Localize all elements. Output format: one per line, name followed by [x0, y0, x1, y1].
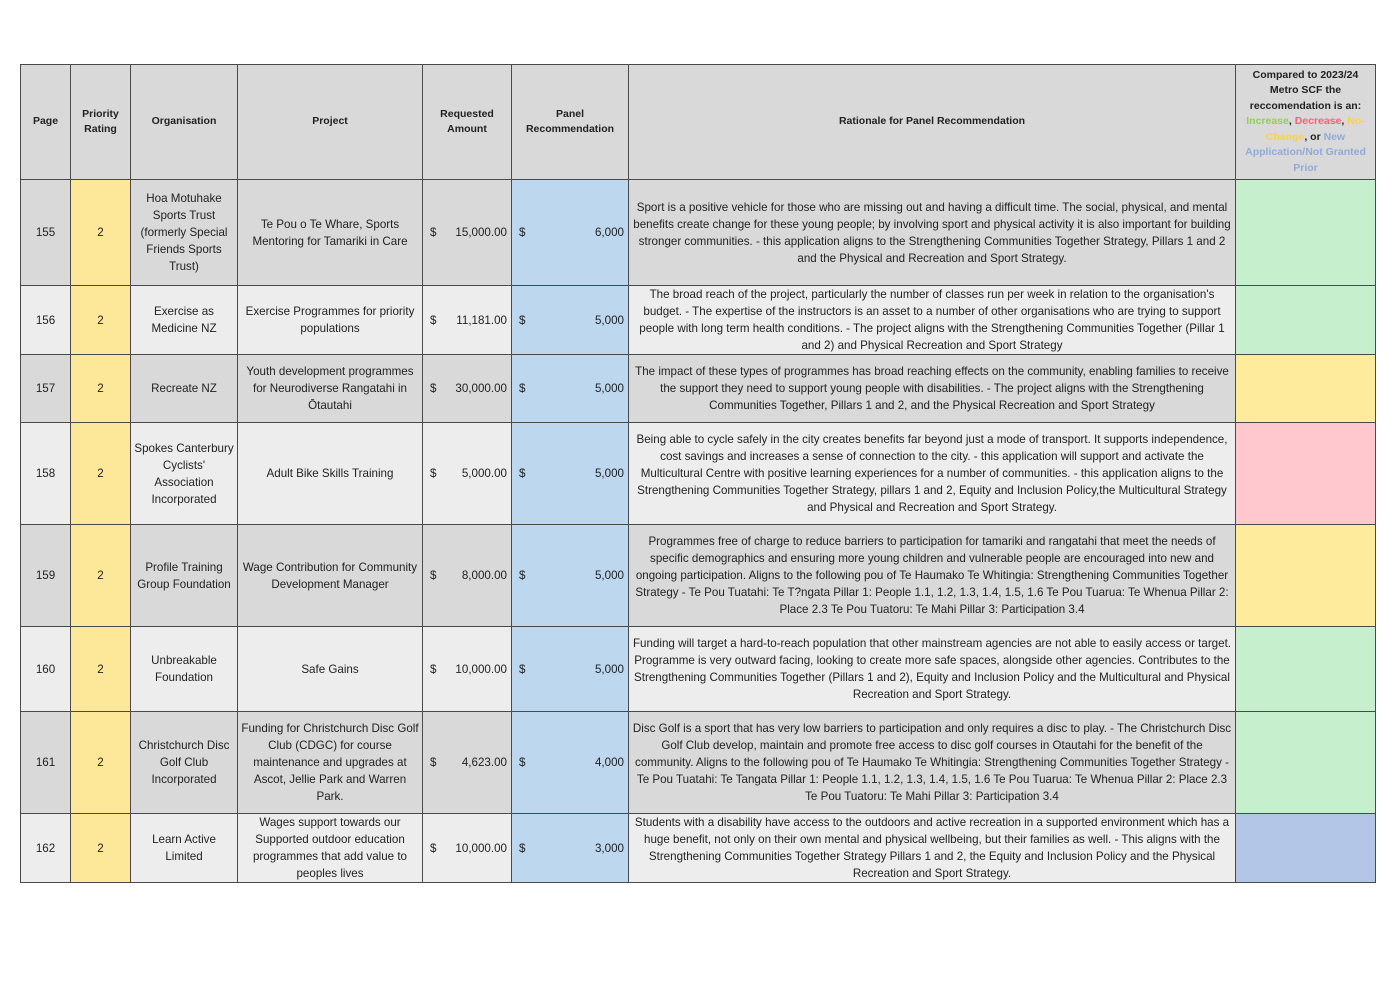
requested-value: 10,000.00 [455, 841, 507, 855]
table-row [21, 423, 1376, 525]
priority-cell: 2 [71, 355, 131, 423]
page-cell: 155 [21, 180, 71, 286]
panel-value: 5,000 [594, 467, 624, 480]
requested-amount-cell [423, 814, 512, 883]
rationale-cell: The broad reach of the project, particularly the number of classes run per week in relation to the organisation's budget. - The expertise of the instructors is an asset to a number of other organisations who are trying to support people with long term health conditions. - The project aligns with the Strengthening Communities Together (Pillar 1 and 2) and Physical Recreation and Sport Strategy [629, 286, 1236, 355]
organisation-cell: Christchurch Disc Golf Club Incorporated [131, 712, 238, 814]
legend-sep-1: , [1288, 115, 1295, 128]
table-row [21, 180, 1376, 286]
project-cell: Safe Gains [238, 627, 423, 712]
table-row [21, 525, 1376, 627]
panel-value: 5,000 [594, 569, 624, 582]
rationale-cell: The impact of these types of programmes has broad reaching effects on the community, enabling families to receive the support they need to support young people with disabilities. - The project aligns with the Strengthening Communities Together, Pillars 1 and 2, and the Physical Recreation and Sport Strategy [629, 355, 1236, 423]
comparison-cell [1236, 286, 1376, 355]
organisation-cell: Hoa Motuhake Sports Trust (formerly Special Friends Sports Trust) [131, 180, 238, 286]
panel-value: 5,000 [594, 662, 624, 676]
panel-value: 4,000 [594, 756, 624, 769]
panel-recommendation-cell [512, 712, 629, 814]
currency-symbol: $ [519, 662, 526, 676]
panel-recommendation-cell [512, 423, 629, 525]
requested-amount-cell [423, 286, 512, 355]
project-cell: Te Pou o Te Whare, Sports Mentoring for Tamariki in Care [238, 180, 423, 286]
panel-recommendation-cell [512, 814, 629, 883]
priority-cell: 2 [71, 712, 131, 814]
panel-recommendation-cell [512, 180, 629, 286]
comparison-cell [1236, 180, 1376, 286]
panel-value: 5,000 [594, 313, 624, 327]
currency-symbol: $ [430, 756, 437, 769]
legend-sep-or: , or [1304, 130, 1324, 143]
priority-cell: 2 [71, 286, 131, 355]
requested-value: 30,000.00 [455, 382, 507, 395]
requested-amount-cell [423, 712, 512, 814]
legend-increase: Increase [1246, 115, 1289, 128]
priority-cell: 2 [71, 423, 131, 525]
table-row [21, 814, 1376, 883]
header-row [21, 65, 1376, 180]
organisation-cell: Learn Active Limited [131, 814, 238, 883]
priority-cell: 2 [71, 180, 131, 286]
project-cell: Adult Bike Skills Training [238, 423, 423, 525]
currency-symbol: $ [519, 313, 526, 327]
page-cell: 160 [21, 627, 71, 712]
comparison-cell [1236, 712, 1376, 814]
requested-amount-cell [423, 525, 512, 627]
table-row [21, 355, 1376, 423]
panel-value: 5,000 [594, 382, 624, 395]
requested-value: 10,000.00 [455, 662, 507, 676]
organisation-cell: Unbreakable Foundation [131, 627, 238, 712]
header-rationale: Rationale for Panel Recommendation [629, 65, 1236, 180]
panel-recommendation-cell [512, 355, 629, 423]
page-cell: 162 [21, 814, 71, 883]
page-cell: 161 [21, 712, 71, 814]
rationale-cell: Programmes free of charge to reduce barriers to participation for tamariki and rangatahi that meet the needs of specific demographics and ensuring more young children and vulnerable people are encouraged into new and ongoing participation. Aligns to the following pou of Te Haumako Te Whitingia: Strengthening Communities Together Strategy - Te Pou Tuatahi: Te T?ngata Pillar 1: People 1.1, 1.2, 1.3, 1.4, 1.5, 1.6 Te Pou Tuarua: Te Whenua Pillar 2: Place 2.3 Te Pou Tuatoru: Te Mahi Pillar 3: Participation 3.4 [629, 525, 1236, 627]
panel-value: 3,000 [594, 841, 624, 855]
requested-value: 15,000.00 [455, 226, 507, 239]
currency-symbol: $ [519, 382, 526, 395]
header-requested-amount: Requested Amount [423, 65, 512, 180]
header-comparison [1236, 65, 1376, 180]
legend-sep-2: , [1341, 115, 1348, 128]
comparison-cell [1236, 355, 1376, 423]
legend-no-change: No-Change [1265, 115, 1365, 143]
project-cell: Exercise Programmes for priority populations [238, 286, 423, 355]
project-cell: Youth development programmes for Neurodiverse Rangatahi in Ōtautahi [238, 355, 423, 423]
page-cell: 158 [21, 423, 71, 525]
project-cell: Wage Contribution for Community Development Manager [238, 525, 423, 627]
page-cell: 157 [21, 355, 71, 423]
requested-amount-cell [423, 355, 512, 423]
currency-symbol: $ [519, 841, 526, 855]
comparison-cell [1236, 814, 1376, 883]
page-cell: 159 [21, 525, 71, 627]
project-cell: Wages support towards our Supported outdoor education programmes that add value to peoples lives [238, 814, 423, 883]
requested-amount-cell [423, 180, 512, 286]
currency-symbol: $ [519, 569, 526, 582]
panel-recommendation-cell [512, 286, 629, 355]
currency-symbol: $ [430, 382, 437, 395]
header-panel-recommendation: Panel Recommendation [512, 65, 629, 180]
comparison-cell [1236, 627, 1376, 712]
priority-cell: 2 [71, 814, 131, 883]
table-row [21, 286, 1376, 355]
panel-value: 6,000 [594, 226, 624, 239]
currency-symbol: $ [430, 662, 437, 676]
legend-new-application: New Application/Not Granted Prior [1245, 130, 1366, 174]
comparison-cell [1236, 423, 1376, 525]
header-priority-rating: Priority Rating [71, 65, 131, 180]
rationale-cell: Funding will target a hard-to-reach population that other mainstream agencies are not able to easily access or target. Programme is very outward facing, looking to create more safe spaces, alongside other agencies. Contributes to the Strengthening Communities Together (Pillars 1 and 2), Equity and Inclusion Policy and the Multicultural and Physical Recreation and Sport Strategy. [629, 627, 1236, 712]
organisation-cell: Exercise as Medicine NZ [131, 286, 238, 355]
currency-symbol: $ [430, 569, 437, 582]
table-row [21, 712, 1376, 814]
rationale-cell: Sport is a positive vehicle for those who are missing out and having a difficult time. The social, physical, and mental benefits create change for these young people; by involving sport and physical activity it is also important for building stronger communities. - this application aligns to the Strengthening Communities Together Strategy, Pillars 1 and 2 and the Physical and Recreation and Sport Strategy. [629, 180, 1236, 286]
currency-symbol: $ [430, 467, 437, 480]
currency-symbol: $ [430, 313, 437, 327]
panel-recommendation-cell [512, 627, 629, 712]
rationale-cell: Students with a disability have access to the outdoors and active recreation in a supported environment which has a huge benefit, not only on their own mental and physical wellbeing, but their families as well. - This aligns with the Strengthening Communities Together Strategy Pillars 1 and 2, the Equity and Inclusion Policy and the Physical Recreation and Sport Strategy. [629, 814, 1236, 883]
requested-value: 4,623.00 [461, 756, 507, 769]
rationale-cell: Disc Golf is a sport that has very low barriers to participation and only requires a disc to play. - The Christchurch Disc Golf Club develop, maintain and promote free access to disc golf courses in Otautahi for the benefit of the community. Aligns to the following pou of Te Haumako Te Whitingia: Strengthening Communities Together Strategy - Te Pou Tuatahi: Te Tangata Pillar 1: People 1.1, 1.2, 1.3, 1.4, 1.5, 1.6 Te Pou Tuarua: Te Whenua Pillar 2: Place 2.3 Te Pou Tuatoru: Te Mahi Pillar 3: Participation 3.4 [629, 712, 1236, 814]
requested-amount-cell [423, 627, 512, 712]
currency-symbol: $ [430, 841, 437, 855]
header-organisation: Organisation [131, 65, 238, 180]
comparison-cell [1236, 525, 1376, 627]
currency-symbol: $ [519, 756, 526, 769]
rationale-cell: Being able to cycle safely in the city creates benefits far beyond just a mode of transport. It supports independence, cost savings and increases a sense of connection to the city. - this application will support and activate the Multicultural Centre with positive learning experiences for a number of communities. - this application aligns to the Strengthening Communities Together Strategy, pillars 1 and 2, Equity and Inclusion Policy,the Multicultural Strategy and Physical and Recreation and Sport Strategy. [629, 423, 1236, 525]
priority-cell: 2 [71, 627, 131, 712]
currency-symbol: $ [519, 467, 526, 480]
organisation-cell: Spokes Canterbury Cyclists' Association Incorporated [131, 423, 238, 525]
organisation-cell: Recreate NZ [131, 355, 238, 423]
table-row [21, 627, 1376, 712]
currency-symbol: $ [430, 226, 437, 239]
header-page: Page [21, 65, 71, 180]
legend-decrease: Decrease [1294, 115, 1342, 128]
funding-table [20, 64, 1376, 883]
comparison-intro: Compared to 2023/24 Metro SCF the reccomendation is an: [1249, 68, 1362, 112]
priority-cell: 2 [71, 525, 131, 627]
requested-value: 8,000.00 [461, 569, 507, 582]
requested-value: 11,181.00 [456, 313, 507, 327]
organisation-cell: Profile Training Group Foundation [131, 525, 238, 627]
project-cell: Funding for Christchurch Disc Golf Club (CDGC) for course maintenance and upgrades at Ascot, Jellie Park and Warren Park. [238, 712, 423, 814]
panel-recommendation-cell [512, 525, 629, 627]
requested-amount-cell [423, 423, 512, 525]
requested-value: 5,000.00 [461, 467, 507, 480]
currency-symbol: $ [519, 226, 526, 239]
header-project: Project [238, 65, 423, 180]
page-cell: 156 [21, 286, 71, 355]
